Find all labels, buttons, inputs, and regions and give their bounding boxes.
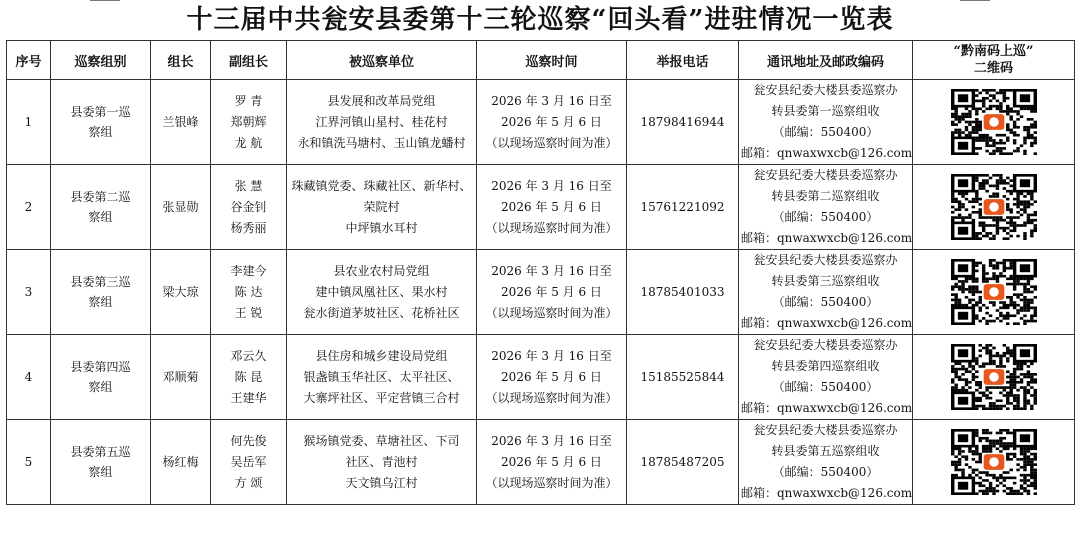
cell-units [287,250,477,335]
cell-deputies [211,80,287,165]
cell-deputies [211,250,287,335]
qr-code-icon [951,174,1037,240]
units-line: 建中镇凤凰社区、果水村 [315,284,448,299]
units-line: 珠藏镇党委、珠藏社区、新华村、 [291,178,472,193]
time-line: （以现场巡察时间为准） [485,475,618,490]
time-line: 2026 年 5 月 6 日 [501,114,602,129]
address-line: 转县委第二巡察组收 [771,189,880,203]
units-line: 县住房和城乡建设局党组 [315,348,448,363]
cell-qrcode [913,80,1075,165]
address-line: 邮箱：qnwaxwxcb@126.com [741,401,913,415]
time-line: 2026 年 5 月 6 日 [501,369,602,384]
time-line: 2026 年 5 月 6 日 [501,284,602,299]
cell-address [739,250,913,335]
cell-no: 5 [7,420,51,505]
time-line: （以现场巡察时间为准） [485,220,618,235]
deputies-line: 吴岳军 [230,454,267,469]
cell-units [287,335,477,420]
inspection-table [6,40,1075,505]
cell-time [477,250,627,335]
units-line: 猴场镇党委、草塘社区、下司 [303,433,460,448]
cell-group [51,250,151,335]
deputies-line: 陈 达 [234,284,263,299]
time-line: （以现场巡察时间为准） [485,305,618,320]
deputies-line: 罗 青 [234,93,263,108]
address-line: 邮箱：qnwaxwxcb@126.com [741,316,913,330]
units-line: 县发展和改革局党组 [327,93,436,108]
cell-deputies [211,165,287,250]
header-row [7,41,1075,80]
header-group: 巡察组别 [51,41,151,80]
cell-phone: 18798416944 [627,80,739,165]
deputies-line: 杨秀丽 [230,220,267,235]
header-qrcode-line1: “黔南码上巡” [953,44,1034,59]
address-line: （邮编：550400） [772,210,879,224]
deputies-line: 何先俊 [230,433,267,448]
header-qrcode [913,41,1075,80]
cell-leader: 兰银峰 [151,80,211,165]
group-name: 县委第四巡察组 [70,359,131,394]
cell-phone: 15761221092 [627,165,739,250]
header-time: 巡察时间 [477,41,627,80]
units-line: 县农业农村局党组 [333,263,430,278]
address-line: 邮箱：qnwaxwxcb@126.com [741,231,913,245]
address-line: 转县委第三巡察组收 [771,274,880,288]
cell-address [739,335,913,420]
table-row [7,420,1075,505]
cell-no: 3 [7,250,51,335]
cell-no: 1 [7,80,51,165]
group-name: 县委第一巡察组 [70,104,131,139]
units-line: 大寨坪社区、平定营镇三合村 [303,390,460,405]
cell-leader: 杨红梅 [151,420,211,505]
cell-units [287,80,477,165]
address-line: 邮箱：qnwaxwxcb@126.com [741,486,913,500]
deputies-line: 王建华 [230,390,267,405]
address-line: 转县委第五巡察组收 [771,444,880,458]
cell-units [287,165,477,250]
cell-group [51,80,151,165]
address-line: （邮编：550400） [772,125,879,139]
cell-address [739,420,913,505]
cell-leader: 梁大琼 [151,250,211,335]
cell-time [477,165,627,250]
address-line: （邮编：550400） [772,465,879,479]
group-name: 县委第五巡察组 [70,444,131,479]
page-title: 十三届中共瓮安县委第十三轮巡察“回头看”进驻情况一览表 [186,5,894,35]
cell-address [739,80,913,165]
cell-qrcode [913,420,1075,505]
time-line: 2026 年 3 月 16 日至 [491,348,612,363]
deputies-line: 陈 昆 [234,369,263,384]
group-name: 县委第三巡察组 [70,274,131,309]
qr-code-icon [951,89,1037,155]
group-name: 县委第二巡察组 [70,189,131,224]
cell-phone: 15185525844 [627,335,739,420]
deputies-line: 张 慧 [234,178,263,193]
cell-time [477,420,627,505]
cell-address [739,165,913,250]
address-line: 瓮安县纪委大楼县委巡察办 [753,168,898,182]
time-line: 2026 年 5 月 6 日 [501,454,602,469]
units-line: 瓮水街道茅坡社区、花桥社区 [303,305,460,320]
header-units: 被巡察单位 [287,41,477,80]
cell-leader: 张显勋 [151,165,211,250]
time-line: 2026 年 3 月 16 日至 [491,178,612,193]
address-line: 邮箱：qnwaxwxcb@126.com [741,146,913,160]
cell-no: 4 [7,335,51,420]
time-line: （以现场巡察时间为准） [485,135,618,150]
time-line: （以现场巡察时间为准） [485,390,618,405]
qr-code-icon [951,344,1037,410]
time-line: 2026 年 3 月 16 日至 [491,93,612,108]
header-address: 通讯地址及邮政编码 [739,41,913,80]
header-leader: 组长 [151,41,211,80]
deputies-line: 王 锐 [234,305,263,320]
address-line: （邮编：550400） [772,295,879,309]
units-line: 银盏镇玉华社区、太平社区、 [303,369,460,384]
cell-phone: 18785401033 [627,250,739,335]
header-no: 序号 [7,41,51,80]
table-row [7,80,1075,165]
address-line: 瓮安县纪委大楼县委巡察办 [753,253,898,267]
address-line: （邮编：550400） [772,380,879,394]
cell-qrcode [913,335,1075,420]
deputies-line: 龙 航 [234,135,263,150]
cell-phone: 18785487205 [627,420,739,505]
cell-deputies [211,420,287,505]
units-line: 天文镇乌江村 [345,475,418,490]
time-line: 2026 年 3 月 16 日至 [491,263,612,278]
deputies-line: 谷金钊 [230,199,267,214]
deputies-line: 方 颂 [234,475,263,490]
table-row [7,165,1075,250]
table-row [7,335,1075,420]
address-line: 瓮安县纪委大楼县委巡察办 [753,423,898,437]
header-phone: 举报电话 [627,41,739,80]
deputies-line: 邓云久 [230,348,267,363]
deputies-line: 郑朝辉 [230,114,267,129]
cell-deputies [211,335,287,420]
cell-time [477,80,627,165]
time-line: 2026 年 5 月 6 日 [501,199,602,214]
deputies-line: 李建今 [230,263,267,278]
cell-group [51,420,151,505]
cell-group [51,165,151,250]
qr-code-icon [951,429,1037,495]
units-line: 永和镇洗马塘村、玉山镇龙蟠村 [297,135,466,150]
cell-no: 2 [7,165,51,250]
qr-code-icon [951,259,1037,325]
table-row [7,250,1075,335]
units-line: 中坪镇水耳村 [345,220,418,235]
address-line: 瓮安县纪委大楼县委巡察办 [753,338,898,352]
cell-qrcode [913,165,1075,250]
time-line: 2026 年 3 月 16 日至 [491,433,612,448]
cell-units [287,420,477,505]
address-line: 瓮安县纪委大楼县委巡察办 [753,83,898,97]
address-line: 转县委第一巡察组收 [771,104,880,118]
header-deputy: 副组长 [211,41,287,80]
units-line: 荣院村 [363,199,400,214]
cell-group [51,335,151,420]
header-qrcode-line2: 二维码 [973,61,1013,76]
cell-time [477,335,627,420]
units-line: 江界河镇山星村、桂花村 [315,114,448,129]
cell-leader: 邓顺菊 [151,335,211,420]
cell-qrcode [913,250,1075,335]
address-line: 转县委第四巡察组收 [771,359,880,373]
units-line: 社区、青池村 [345,454,418,469]
